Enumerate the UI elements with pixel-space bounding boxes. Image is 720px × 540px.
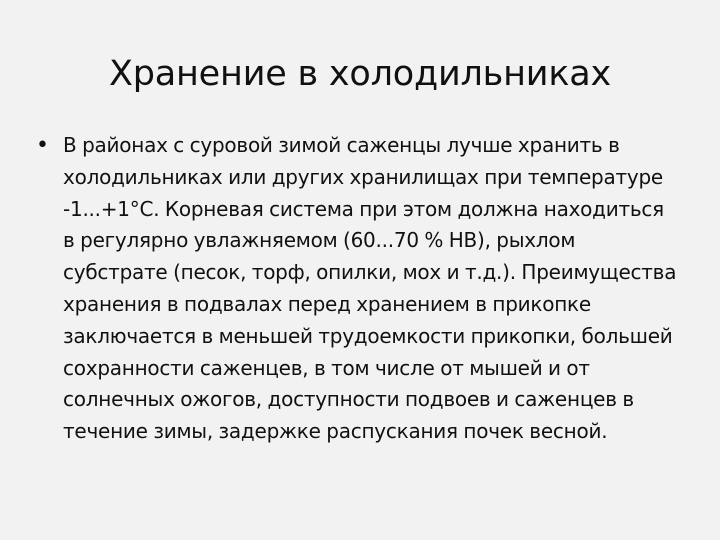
bullet-item: [36, 130, 696, 448]
bullet-icon: •: [36, 133, 49, 158]
bullet-text: В районах с суровой зимой саженцы лучше хранить в холодильниках или других хранилищах при температуре -1...+1°С. Корневая система при этом должна находиться в регулярно увлажняемом (60...70 % НВ), рыхлом субстрате (песок, торф, опилки, мох и т.д.). Преимущества хранения в подвалах перед хранением в прикопке заключается в меньшей трудоемкости прикопки, большей сохранности саженцев, в том числе от мышей и от солнечных ожогов, доступности подвоев и саженцев в течение зимы, задержке распускания почек весной.: [63, 133, 677, 444]
slide-body: [36, 130, 696, 448]
slide-title: Хранение в холодильниках: [108, 54, 612, 94]
